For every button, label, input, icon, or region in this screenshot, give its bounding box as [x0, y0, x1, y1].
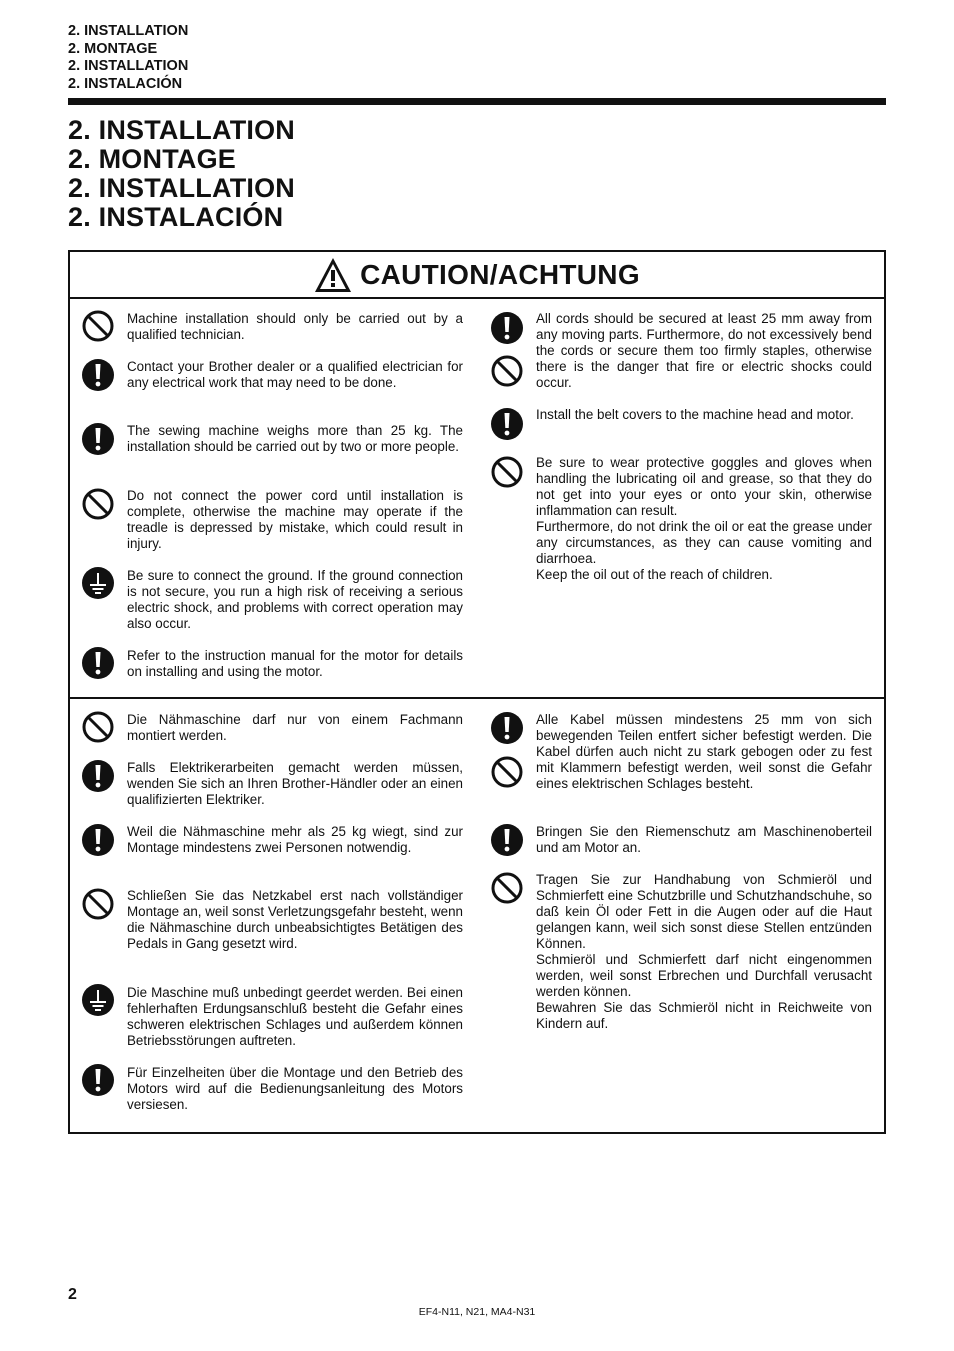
mandatory-action-icon [490, 823, 524, 857]
caution-text: Weil die Nähmaschine mehr als 25 kg wiegt, sind zur Montage mindestens zwei Personen notwendig. [127, 824, 463, 855]
caution-text: Machine installation should only be carried out by a qualified technician. [127, 311, 463, 342]
prohibition-icon [81, 710, 115, 744]
prohibition-icon [81, 487, 115, 521]
caution-text: Contact your Brother dealer or a qualified electrician for any electrical work that may need to be done. [127, 359, 463, 390]
section-titles [68, 116, 295, 232]
caution-text: The sewing machine weighs more than 25 kg. The installation should be carried out by two or more people. [127, 423, 463, 454]
running-header [68, 23, 188, 93]
section-title: 2. INSTALACIÓN [68, 202, 284, 232]
header-line: 2. INSTALACIÓN [68, 75, 183, 92]
english-section [70, 299, 884, 699]
caution-text: Bringen Sie den Riemenschutz am Maschinenoberteil und am Motor an. [536, 824, 872, 855]
prohibition-icon [81, 309, 115, 343]
mandatory-action-icon [490, 407, 524, 441]
caution-text: All cords should be secured at least 25 mm away from any moving parts. Furthermore, do not excessively bend the cords or secure them too firmly staples, otherwise there is the danger that fire or electric shocks could occur. [536, 311, 872, 390]
section-title: 2. INSTALLATION [68, 115, 295, 145]
caution-text: Schließen Sie das Netzkabel erst nach vollständiger Montage an, weil sonst Verletzungsgefahr besteht, wenn die Nähmaschine durch unbeabsichtigtes Betätigen des Pedals in Gang gesetzt wird. [127, 888, 463, 951]
caution-text: Für Einzelheiten über die Montage und den Betrieb des Motors wird auf die Bedienungsanleitung des Motors versiesen. [127, 1065, 463, 1112]
caution-text: Do not connect the power cord until installation is complete, otherwise the machine may operate if the treadle is depressed by mistake, which could result in injury. [127, 488, 463, 551]
caution-text: Install the belt covers to the machine head and motor. [536, 407, 854, 422]
ground-connection-icon [81, 566, 115, 600]
section-title: 2. MONTAGE [68, 144, 237, 174]
warning-triangle-icon [314, 257, 352, 293]
mandatory-action-icon [81, 823, 115, 857]
caution-header [70, 252, 884, 299]
caution-text: Tragen Sie zur Handhabung von Schmieröl und Schmierfett eine Schutzbrille und Schutzhandschuhe, so daß kein Öl oder Fett in die Augen oder auf die Haut gelangen kann, weil sich sonst diese Stellen entzünden Können. Schmieröl und Schmierfett darf nicht eingenommen werden, weil sonst Erbrechen und Durchfall verusacht werden können. Bewahren Sie das Schmieröl nicht in Reichweite von Kindern auf. [536, 872, 872, 1031]
caution-text: Die Nähmaschine darf nur von einem Fachmann montiert werden. [127, 712, 463, 743]
mandatory-action-icon [81, 759, 115, 793]
page-number: 2 [68, 1286, 77, 1303]
header-rule [68, 98, 886, 105]
mandatory-action-icon [490, 711, 524, 745]
model-number: EF4-N11, N21, MA4-N31 [418, 1306, 536, 1318]
ground-connection-icon [81, 983, 115, 1017]
caution-text: Refer to the instruction manual for the motor for details on installing and using the motor. [127, 648, 463, 679]
prohibition-icon [490, 455, 524, 489]
caution-text: Be sure to wear protective goggles and gloves when handling the lubricating oil and grease, so that they do not get into your eyes or onto your skin, otherwise inflammation can result. Furthermore, do not drink the oil or eat the grease under any circumstances, as they can cause vomiting and diarrhoea. Keep the oil out of the reach of children. [536, 455, 872, 582]
caution-box [68, 250, 886, 1134]
caution-text: Die Maschine muß unbedingt geerdet werden. Bei einen fehlerhaften Erdungsanschluß besteht die Gefahr eines schweren elektrischen Schlages und außerdem können Betriebsstörungen auftreten. [127, 985, 463, 1048]
header-line: 2. INSTALLATION [68, 58, 189, 74]
header-line: 2. INSTALLATION [68, 23, 189, 39]
mandatory-action-icon [81, 646, 115, 680]
prohibition-icon [490, 871, 524, 905]
caution-text: Alle Kabel müssen mindestens 25 mm von sich bewegenden Teilen entfert sicher befestigt werden. Die Kabel dürfen auch nicht zu stark gebogen oder zu fest mit Klammern befestigt werden, weil sonst die Gefahr eines elektrischen Schlages besteht. [536, 712, 872, 791]
mandatory-action-icon [81, 422, 115, 456]
prohibition-icon [81, 887, 115, 921]
mandatory-action-icon [81, 1063, 115, 1097]
caution-title: CAUTION/ACHTUNG [360, 258, 640, 290]
mandatory-action-icon [490, 311, 524, 345]
mandatory-action-icon [81, 358, 115, 392]
header-line: 2. MONTAGE [68, 40, 158, 57]
german-section [70, 699, 884, 1132]
section-title: 2. INSTALLATION [68, 173, 295, 203]
caution-text: Be sure to connect the ground. If the ground connection is not secure, you run a high risk of receiving a serious electric shock, and problems with correct operation may also occur. [127, 568, 463, 631]
prohibition-icon [490, 755, 524, 789]
caution-text: Falls Elektrikerarbeiten gemacht werden müssen, wenden Sie sich an Ihren Brother-Händler oder an einen qualifizierten Elektriker. [127, 760, 463, 807]
prohibition-icon [490, 354, 524, 388]
